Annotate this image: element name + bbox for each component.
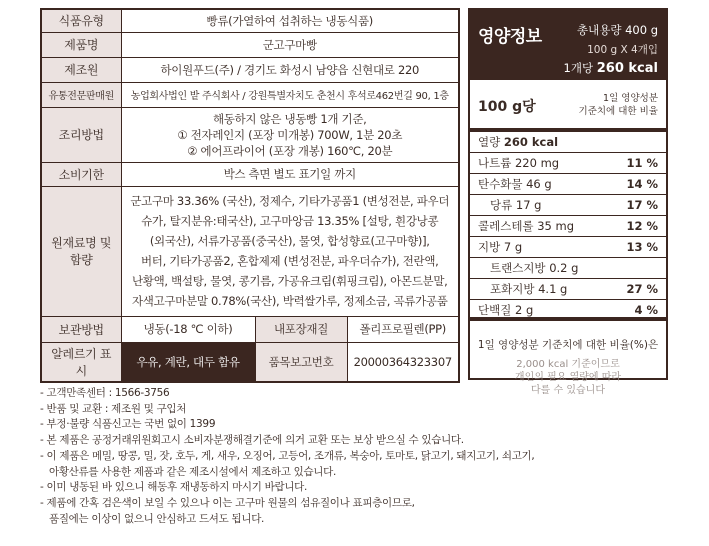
nutrient-percent: 27 % bbox=[626, 282, 658, 296]
report-number-label: 품목보고번호 bbox=[255, 342, 347, 382]
nutrient-row-carbohydrate bbox=[470, 174, 666, 195]
packaging-label: 내포장재질 bbox=[255, 316, 347, 342]
nutrition-header bbox=[470, 10, 666, 80]
expiry-label: 소비기한 bbox=[41, 162, 121, 186]
nutrient-name: 지방 bbox=[478, 240, 501, 254]
nutrient-row-sugars bbox=[470, 195, 666, 216]
notice-item: - 고객만족센터 : 1566-3756 bbox=[40, 387, 170, 399]
allergy-value: 우유, 계란, 대두 함유 bbox=[121, 342, 255, 382]
nutrient-amount: 260 kcal bbox=[503, 135, 559, 149]
nutrient-name: 열량 bbox=[478, 135, 501, 149]
nutrition-panel bbox=[468, 8, 668, 396]
ingredients-line: 군고구마 33.36% (국산), 정제수, 기타가공품1 (변성전분, 파우더 bbox=[130, 194, 450, 208]
storage-label: 보관방법 bbox=[41, 316, 121, 342]
nutrient-amount: 2 g bbox=[514, 303, 534, 317]
nutrient-row-sodium bbox=[470, 153, 666, 174]
reference-note bbox=[579, 92, 658, 118]
product-name-label: 제품명 bbox=[41, 32, 121, 57]
nutrition-title: 영양정보 bbox=[478, 27, 542, 47]
ingredients-line: 난황액, 백설탕, 물엿, 콩기름, 가공유크림(휘핑크림), 아몬드분말, bbox=[131, 274, 448, 288]
ingredients-line: 자색고구마분말 0.78%(국산), 박력쌀가루, 정제소금, 곡류가공품 bbox=[132, 294, 448, 308]
nutrient-amount: 7 g bbox=[503, 240, 523, 254]
manufacturer-label: 제조원 bbox=[41, 57, 121, 82]
nutrient-name: 트랜스지방 bbox=[490, 261, 546, 275]
nutrient-name: 나트륨 bbox=[478, 156, 512, 170]
cooking-line: ② 에어프라이어 (포장 개봉) 160℃, 20분 bbox=[187, 143, 393, 158]
footnote-line: 2,000 kcal 기준이므로 bbox=[516, 359, 620, 370]
expiry-value: 박스 측면 별도 표기일 까지 bbox=[121, 162, 459, 186]
nutrition-footnote-title: 1일 영양성분 기준치에 대한 비율(%)은 bbox=[477, 339, 659, 351]
nutrient-name: 포화지방 bbox=[490, 282, 535, 296]
nutrient-amount: 35 mg bbox=[537, 219, 574, 233]
notice-item: - 이 제품은 메밀, 땅콩, 밀, 잣, 호두, 게, 새우, 오징어, 고등어, 조개류, 복숭아, 토마토, 닭고기, 돼지고기, 쇠고기, bbox=[40, 449, 535, 462]
nutrient-percent: 14 % bbox=[626, 177, 658, 191]
footnote-line: 개인의 필요 열량에 따라 bbox=[514, 372, 622, 383]
storage-value: 냉동(-18 ℃ 이하) bbox=[121, 316, 255, 342]
kcal-value: 260 kcal bbox=[596, 61, 658, 76]
nutrient-row-cholesterol bbox=[470, 216, 666, 237]
nutrient-row-protein bbox=[470, 300, 666, 321]
seller-value: 농업회사법인 밭 주식회사 / 강원특별자치도 춘천시 후석로462번길 90, 1층 bbox=[121, 82, 459, 107]
nutrient-percent: 13 % bbox=[626, 240, 658, 254]
reference-line: 1일 영양성분 bbox=[603, 93, 658, 104]
kcal-per-piece bbox=[564, 60, 658, 76]
cooking-value bbox=[121, 107, 459, 162]
seller-label: 유통전문판매원 bbox=[41, 82, 121, 107]
nutrient-name: 콜레스테롤 bbox=[478, 219, 534, 233]
packaging-value: 폴리프로필렌(PP) bbox=[347, 316, 459, 342]
total-content: 총내용량 400 g bbox=[577, 23, 658, 37]
cooking-line: ① 전자레인지 (포장 미개봉) 700W, 1분 20초 bbox=[177, 127, 403, 142]
manufacturer-value: 하이원푸드(주) / 경기도 화성시 남양읍 신현대로 220 bbox=[121, 57, 459, 82]
reference-line: 기준치에 대한 비율 bbox=[578, 106, 658, 117]
nutrient-row-calories bbox=[470, 132, 666, 153]
notice-item: 아황산류를 사용한 제품과 같은 제조시설에서 제조하고 있습니다. bbox=[49, 465, 337, 478]
notice-item: 품질에는 이상이 없으니 안심하고 드셔도 됩니다. bbox=[49, 512, 265, 525]
cooking-label: 조리방법 bbox=[41, 107, 121, 162]
kcal-prefix: 1개당 bbox=[563, 61, 594, 75]
ingredients-line: (외국산), 서류가공품(중국산), 물엿, 합성향료(고구마향)], bbox=[149, 234, 430, 248]
notice-item: - 이미 냉동된 바 있으니 해동후 재냉동하지 마시기 바랍니다. bbox=[40, 481, 308, 494]
nutrient-percent: 12 % bbox=[626, 219, 658, 233]
food-type-value: 빵류(가열하여 섭취하는 냉동식품) bbox=[121, 9, 459, 32]
product-info-table bbox=[40, 8, 460, 383]
notice-item: - 제품에 간혹 검은색이 보일 수 있으나 이는 고구마 원물의 섬유질이나 표피층이므로, bbox=[40, 496, 415, 509]
serving-size: 100 g당 bbox=[478, 99, 536, 115]
report-number-value: 20000364323307 bbox=[347, 342, 459, 382]
nutrient-row-trans-fat bbox=[470, 258, 666, 279]
notice-item: - 부정·불량 식품신고는 국번 없이 1399 bbox=[40, 418, 216, 431]
notice-item: - 본 제품은 공정거래위원회고시 소비자분쟁해결기준에 의거 교환 또는 보상 받으실 수 있습니다. bbox=[40, 434, 464, 447]
nutrient-percent: 4 % bbox=[634, 303, 658, 317]
ingredients-line: 슈가, 탈지분유:태국산), 고구마앙금 13.35% [설탕, 흰강낭콩 bbox=[141, 214, 439, 228]
allergy-label: 알레르기 표시 bbox=[41, 342, 121, 382]
ingredients-value bbox=[121, 186, 459, 316]
pack-count: 100 g X 4개입 bbox=[587, 44, 658, 56]
notice-list bbox=[40, 386, 680, 527]
nutrient-amount: 220 mg bbox=[514, 156, 560, 170]
nutrient-name: 탄수화물 bbox=[478, 177, 523, 191]
nutrient-row-saturated-fat bbox=[470, 279, 666, 300]
footnote-line: 다를 수 있습니다 bbox=[531, 385, 605, 396]
cooking-line: 해동하지 않은 냉동빵 1개 기준, bbox=[212, 111, 367, 126]
serving-row bbox=[470, 80, 666, 132]
ingredients-label: 원재료명 및 함량 bbox=[41, 186, 121, 316]
nutrient-row-fat bbox=[470, 237, 666, 258]
nutrient-percent: 17 % bbox=[626, 198, 658, 212]
nutrient-name: 당류 bbox=[490, 198, 513, 212]
product-name-value: 군고구마빵 bbox=[121, 32, 459, 57]
nutrient-amount: 0.2 g bbox=[549, 261, 579, 275]
food-type-label: 식품유형 bbox=[41, 9, 121, 32]
nutrient-amount: 4.1 g bbox=[538, 282, 568, 296]
notice-item: - 반품 및 교환 : 제조원 및 구입처 bbox=[40, 402, 187, 415]
ingredients-line: 버터, 기타가공품2, 혼합제제 (변성전분, 파우더슈가), 전란액, bbox=[140, 254, 439, 268]
nutrient-percent: 11 % bbox=[626, 156, 658, 170]
nutrient-amount: 46 g bbox=[526, 177, 552, 191]
nutrient-amount: 17 g bbox=[515, 198, 542, 212]
nutrient-name: 단백질 bbox=[478, 303, 512, 317]
